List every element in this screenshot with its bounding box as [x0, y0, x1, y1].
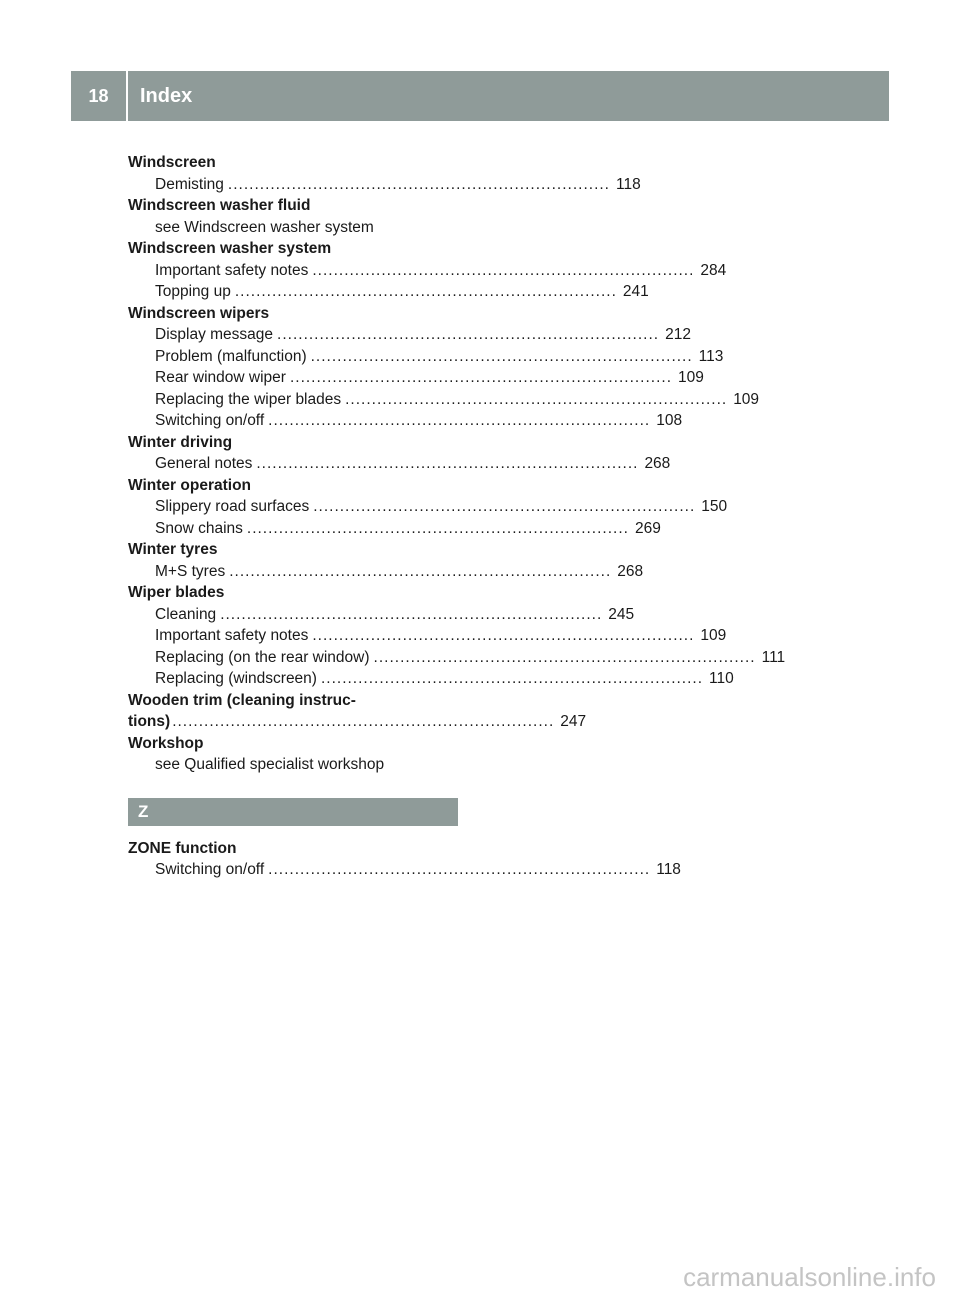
index-term: Winter tyres: [128, 541, 218, 558]
index-entry[interactable]: [128, 496, 728, 518]
index-entry[interactable]: [128, 625, 727, 647]
dot-leader: ........................................................................: [256, 455, 639, 472]
index-entry[interactable]: [128, 668, 734, 690]
dot-leader: ........................................................................: [220, 605, 603, 623]
index-entry[interactable]: [128, 518, 661, 540]
index-column: [128, 152, 786, 881]
index-term: Winter operation: [128, 476, 252, 494]
dot-leader: ........................................................................: [312, 627, 695, 644]
index-term-entry[interactable]: [128, 711, 587, 733]
entry-page: 247: [560, 713, 587, 730]
dot-leader: ........................................................................: [172, 713, 555, 730]
entry-page: 109: [678, 369, 704, 386]
entry-label: Topping up: [155, 283, 231, 300]
entry-label: Replacing the wiper blades: [155, 390, 342, 408]
index-entry[interactable]: [128, 174, 641, 196]
entry-label: Problem (malfunction): [155, 347, 307, 365]
letter-heading: Z: [128, 798, 458, 826]
index-term: Workshop: [128, 734, 204, 752]
entry-label: Slippery road surfaces: [155, 498, 310, 515]
dot-leader: ........................................................................: [268, 861, 651, 878]
section-title: Index: [140, 84, 193, 107]
entry-label: Replacing (on the rear window): [155, 648, 370, 666]
entry-label: Snow chains: [155, 519, 243, 537]
dot-leader: ........................................................................: [277, 326, 660, 343]
index-entry[interactable]: [128, 346, 724, 368]
entry-page: 268: [617, 562, 644, 580]
dot-leader: ........................................................................: [373, 648, 756, 666]
entry-label: Display message: [155, 326, 274, 343]
dot-leader: ........................................................................: [234, 283, 617, 300]
entry-page: 118: [615, 175, 641, 193]
index-entry[interactable]: [128, 410, 683, 432]
entry-label: General notes: [155, 455, 253, 472]
index-term: Windscreen wipers: [128, 304, 270, 322]
index-entry[interactable]: [128, 324, 691, 346]
dot-leader: ........................................................................: [246, 519, 629, 537]
index-term: Windscreen washer system: [128, 240, 332, 257]
entry-page: 109: [733, 390, 760, 408]
index-entry[interactable]: [128, 260, 727, 282]
entry-label: Switching on/off: [155, 861, 265, 878]
entry-label: Important safety notes: [155, 261, 309, 279]
see-reference[interactable]: see Qualified specialist workshop: [155, 756, 385, 773]
entry-label: Cleaning: [155, 605, 217, 623]
dot-leader: ........................................................................: [229, 562, 612, 580]
entry-page: 118: [656, 861, 681, 878]
dot-leader: ........................................................................: [227, 175, 610, 193]
entry-page: 268: [644, 455, 671, 472]
dot-leader: ........................................................................: [289, 369, 673, 386]
index-entry[interactable]: [128, 389, 760, 411]
index-entry[interactable]: [128, 453, 671, 475]
entry-label: tions): [128, 713, 171, 730]
entry-page: 109: [700, 627, 727, 644]
index-term: Wiper blades: [128, 584, 225, 601]
entry-label: Important safety notes: [155, 627, 309, 644]
dot-leader: ........................................................................: [268, 412, 651, 429]
entry-label: Switching on/off: [155, 412, 265, 429]
dot-leader: ........................................................................: [310, 347, 693, 365]
index-term: Windscreen washer fluid: [128, 197, 311, 214]
entry-label: Demisting: [155, 175, 224, 193]
index-entry[interactable]: [128, 647, 786, 669]
index-entry[interactable]: [128, 367, 704, 389]
dot-leader: ........................................................................: [320, 670, 704, 687]
dot-leader: ........................................................................: [313, 498, 696, 515]
index-entry[interactable]: [128, 604, 635, 626]
page-number: 18: [88, 85, 109, 106]
entry-label: Replacing (windscreen): [155, 670, 317, 687]
entry-page: 108: [656, 412, 683, 429]
page-header: [71, 71, 889, 121]
see-reference[interactable]: see Windscreen washer system: [155, 218, 374, 236]
entry-page: 245: [608, 605, 635, 623]
entry-page: 111: [761, 648, 786, 666]
index-term: Winter driving: [128, 433, 233, 451]
entry-page: 212: [665, 326, 691, 343]
index-entry[interactable]: [128, 561, 644, 583]
index-entry[interactable]: [128, 281, 649, 303]
entry-page: 269: [634, 519, 661, 537]
entry-page: 150: [701, 498, 728, 515]
entry-page: 110: [709, 670, 734, 687]
entry-label: Rear window wiper: [155, 369, 286, 386]
index-term: Windscreen: [128, 154, 216, 171]
entry-page: 113: [698, 347, 724, 365]
dot-leader: ........................................................................: [345, 390, 728, 408]
watermark: carmanualsonline.info: [683, 1262, 936, 1292]
entry-page: 241: [622, 283, 649, 300]
index-term: Wooden trim (cleaning instruc-: [128, 691, 356, 709]
entry-page: 284: [700, 261, 727, 279]
index-term: ZONE function: [128, 839, 237, 857]
index-entry[interactable]: [128, 859, 681, 881]
dot-leader: ........................................................................: [312, 261, 695, 279]
entry-label: M+S tyres: [155, 562, 226, 580]
